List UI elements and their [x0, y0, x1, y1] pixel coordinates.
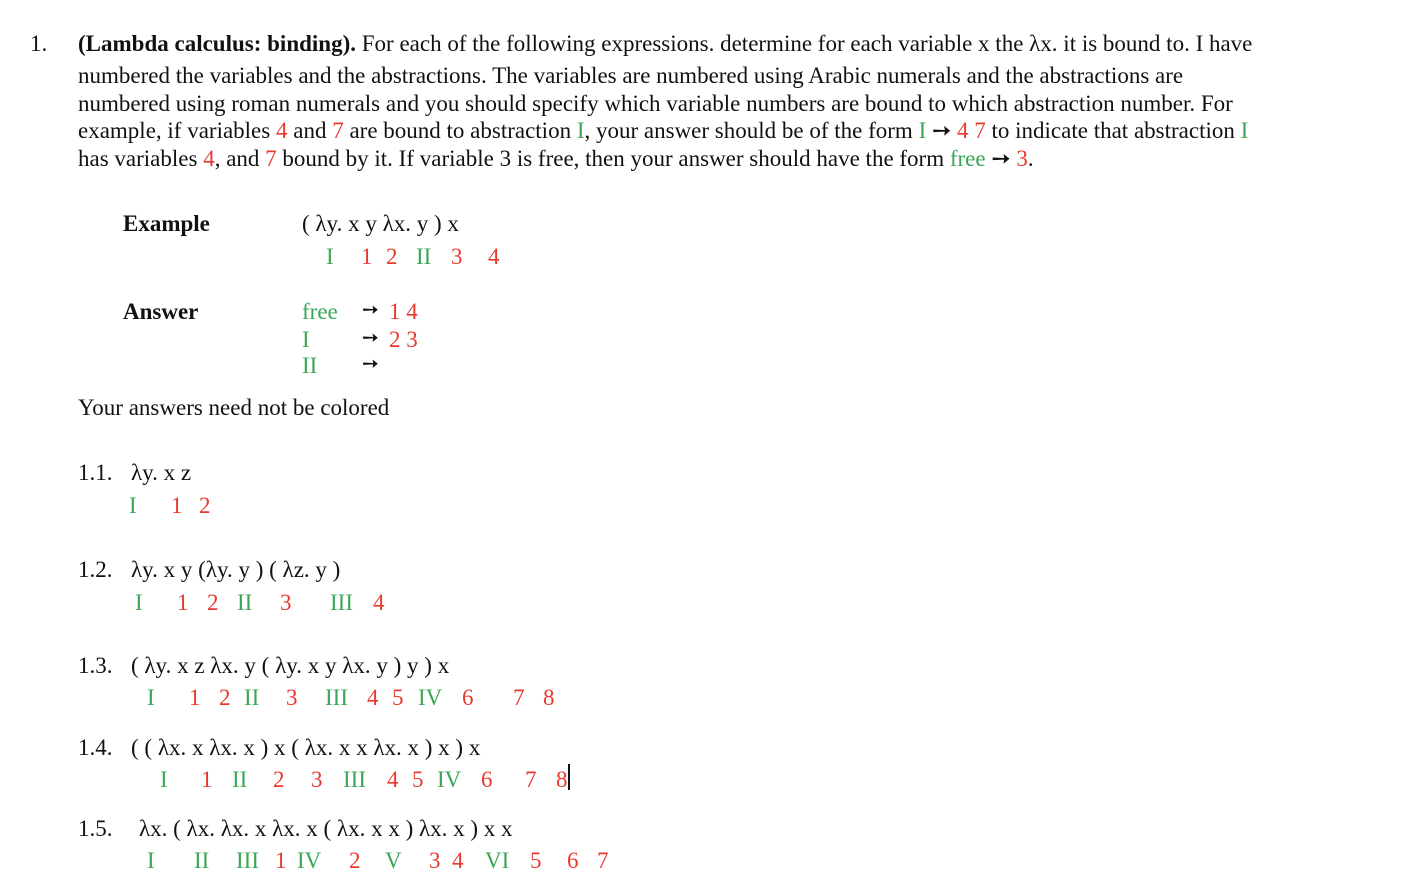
variable-number: 1	[275, 848, 287, 873]
variable-number: 3	[429, 848, 441, 873]
question-segment: bound by it. If variable 3 is free, then your answer should have the form	[276, 146, 950, 171]
item-number: 1.5.	[78, 816, 113, 841]
question-segment: to indicate that abstraction	[985, 118, 1241, 143]
variable-number: 7	[525, 767, 537, 792]
arrow-icon: ➙	[362, 327, 379, 349]
variable-number: 6	[481, 767, 493, 792]
variable-number: 3	[311, 767, 323, 792]
abstraction-number: II	[232, 767, 248, 792]
variable-number: 8	[556, 767, 568, 792]
variable-number: 1	[177, 590, 189, 615]
abstraction-number: III	[325, 685, 348, 710]
arrow-icon: ➙	[362, 299, 379, 321]
item-expression: λx. ( λx. λx. x λx. x ( λx. x x ) λx. x ) x x	[139, 816, 513, 841]
item-number: 1.2.	[78, 557, 113, 582]
question-line	[78, 119, 1248, 142]
abstraction-number: I	[135, 590, 143, 615]
question-line	[78, 64, 1183, 87]
item-expression: ( λy. x z λx. y ( λy. x y λx. y ) y ) x	[131, 653, 450, 678]
abstraction-number: I	[147, 848, 155, 873]
question-segment: , and	[214, 146, 266, 171]
abstraction-number: III	[330, 590, 353, 615]
variable-number: 4	[387, 767, 399, 792]
abstraction-number: IV	[418, 685, 443, 710]
question-title: (Lambda calculus: binding).	[78, 31, 356, 56]
answer-abstraction: I	[302, 327, 310, 352]
variable-number: 2	[386, 244, 398, 269]
question-segment: , your answer should be of the form	[584, 118, 919, 143]
abstraction-number: I	[129, 493, 137, 518]
question-segment: .	[1027, 146, 1034, 171]
question-segment: 7	[332, 118, 344, 143]
variable-number: 3	[280, 590, 292, 615]
variable-number: 6	[567, 848, 579, 873]
question-segment: I	[1240, 118, 1249, 143]
question-segment: 7	[265, 146, 277, 171]
question-line	[78, 147, 1034, 170]
variable-number: 1	[361, 244, 373, 269]
question-segment: 4	[275, 118, 288, 143]
example-label: Example	[123, 211, 210, 236]
answer-abstraction: free	[302, 299, 338, 324]
variable-number: 4	[488, 244, 500, 269]
question-number: 1.	[30, 31, 48, 56]
answer-label: Answer	[123, 299, 199, 324]
question-segment: I	[576, 118, 585, 143]
answer-variables: 2 3	[389, 327, 418, 352]
item-number: 1.4.	[78, 735, 113, 760]
item-expression: λy. x y (λy. y ) ( λz. y )	[131, 557, 341, 582]
variable-number: 4	[452, 848, 464, 873]
variable-number: 1	[171, 493, 183, 518]
abstraction-number: IV	[437, 767, 462, 792]
answer-variables: 1 4	[389, 299, 418, 324]
question-segment: are bound to abstraction	[343, 118, 577, 143]
question-segment: numbered the variables and the abstractions. The variables are numbered using Arabic numerals and the abstractions are	[78, 63, 1184, 88]
question-segment: I	[918, 118, 927, 143]
variable-number: 1	[201, 767, 213, 792]
item-number: 1.3.	[78, 653, 113, 678]
example-expression: ( λy. x y λx. y ) x	[302, 211, 459, 236]
variable-number: 7	[597, 848, 609, 873]
variable-number: 1	[189, 685, 201, 710]
item-expression: λy. x z	[131, 460, 192, 485]
question-segment: numbered using roman numerals and you should specify which variable numbers are bound to which abstraction number. For	[78, 91, 1233, 116]
answer-abstraction: II	[302, 353, 318, 378]
abstraction-number: I	[147, 685, 155, 710]
variable-number: 3	[451, 244, 463, 269]
question-segment: example, if variables	[78, 118, 276, 143]
variable-number: 3	[286, 685, 298, 710]
variable-number: 5	[530, 848, 542, 873]
variable-number: 8	[543, 685, 555, 710]
text-cursor	[567, 764, 570, 790]
question-segment: and	[287, 118, 333, 143]
abstraction-number: VI	[485, 848, 510, 873]
item-number: 1.1.	[78, 460, 113, 485]
variable-number: 2	[199, 493, 211, 518]
abstraction-number: II	[244, 685, 260, 710]
question-segment: 3	[1016, 146, 1028, 171]
abstraction-number: I	[326, 244, 334, 269]
abstraction-number: III	[343, 767, 366, 792]
question-segment: ➙	[985, 146, 1017, 171]
abstraction-number: II	[416, 244, 432, 269]
question-segment: 4 7	[957, 118, 986, 143]
question-segment: 4	[203, 146, 215, 171]
abstraction-number: IV	[297, 848, 322, 873]
abstraction-number: II	[237, 590, 253, 615]
question-segment: For each of the following expressions. determine for each variable x the λx. it is bound to. I have	[356, 31, 1253, 56]
variable-number: 4	[373, 590, 385, 615]
arrow-icon: ➙	[362, 353, 379, 375]
abstraction-number: III	[236, 848, 259, 873]
question-line	[78, 92, 1233, 115]
variable-number: 2	[207, 590, 219, 615]
variable-number: 2	[349, 848, 361, 873]
question-line	[78, 32, 1252, 55]
question-segment: has variables	[78, 146, 204, 171]
variable-number: 2	[273, 767, 285, 792]
variable-number: 2	[219, 685, 231, 710]
abstraction-number: II	[194, 848, 210, 873]
variable-number: 5	[412, 767, 424, 792]
item-expression: ( ( λx. x λx. x ) x ( λx. x x λx. x ) x ) x	[131, 735, 481, 760]
variable-number: 6	[462, 685, 474, 710]
abstraction-number: V	[385, 848, 402, 873]
question-segment: ➙	[926, 118, 958, 143]
variable-number: 5	[392, 685, 404, 710]
answer-note: Your answers need not be colored	[78, 395, 390, 420]
abstraction-number: I	[160, 767, 168, 792]
question-segment: free	[949, 146, 986, 171]
variable-number: 7	[513, 685, 525, 710]
variable-number: 4	[367, 685, 379, 710]
